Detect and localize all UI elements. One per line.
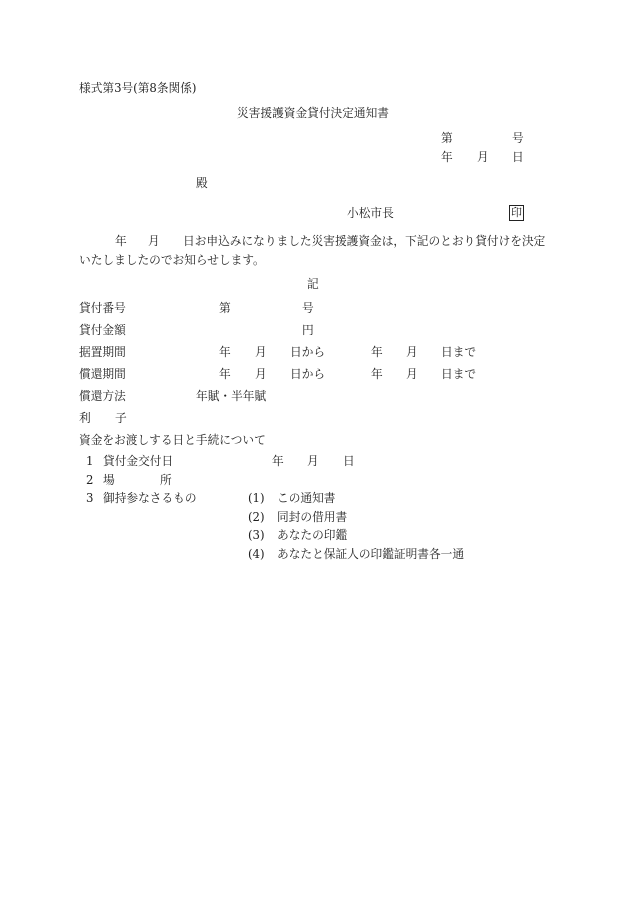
repayment-period-label: 償還期間: [79, 367, 126, 381]
bring-item-number: (1): [248, 491, 265, 505]
repayment-from-day: 日から: [290, 367, 326, 381]
repayment-method-value: 年賦・半年賦: [196, 389, 267, 403]
delivery-date-label: 貸付金交付日: [103, 454, 174, 468]
delivery-date-day: 日: [343, 454, 355, 468]
doc-number-suffix: 号: [512, 131, 524, 145]
form-number: 様式第3号(第8条関係): [79, 81, 197, 95]
repayment-to-day: 日まで: [441, 367, 477, 381]
deferment-to-month: 月: [406, 345, 418, 359]
place-label-char2: 所: [160, 473, 172, 487]
loan-number-label: 貸付番号: [79, 301, 126, 315]
deferment-to-year: 年: [371, 345, 383, 359]
delivery-date-year: 年: [272, 454, 284, 468]
bring-item-text: あなたの印鑑: [277, 528, 348, 542]
repayment-from-month: 月: [255, 367, 267, 381]
issuer-name: 小松市長: [347, 206, 394, 220]
repayment-from-year: 年: [219, 367, 231, 381]
loan-amount-label: 貸付金額: [79, 323, 126, 337]
loan-amount-unit: 円: [302, 323, 314, 337]
delivery-date-month: 月: [307, 454, 319, 468]
body-year: 年: [115, 234, 127, 248]
step-number-2: 2: [86, 473, 94, 487]
body-text-line1: 日お申込みになりました災害援護資金は，下記のとおり貸付けを決定: [183, 234, 546, 248]
step-number-1: 1: [86, 454, 94, 468]
loan-number-prefix: 第: [219, 301, 231, 315]
issue-date-day: 日: [512, 150, 524, 164]
bring-item-text: この通知書: [277, 491, 336, 505]
body-month: 月: [148, 234, 160, 248]
body-text-line2: いたしましたのでお知らせします。: [79, 253, 265, 267]
repayment-method-label: 償還方法: [79, 389, 126, 403]
bring-item-number: (4): [248, 547, 265, 561]
deferment-from-month: 月: [255, 345, 267, 359]
deferment-period-label: 据置期間: [79, 345, 126, 359]
bring-item-number: (2): [248, 510, 265, 524]
addressee-honorific: 殿: [196, 176, 208, 190]
ki-heading: 記: [307, 277, 319, 291]
issue-date-year: 年: [441, 150, 453, 164]
repayment-to-month: 月: [406, 367, 418, 381]
repayment-to-year: 年: [371, 367, 383, 381]
interest-label-char2: 子: [115, 411, 127, 425]
bring-item-text: 同封の借用書: [277, 510, 348, 524]
seal-stamp: 印: [511, 206, 522, 219]
bring-label: 御持参なさるもの: [103, 491, 197, 505]
handover-heading: 資金をお渡しする日と手続について: [79, 433, 266, 447]
loan-number-suffix: 号: [302, 301, 314, 315]
issue-date-month: 月: [477, 150, 489, 164]
doc-number-prefix: 第: [441, 131, 453, 145]
place-label-char1: 場: [103, 473, 115, 487]
bring-item-number: (3): [248, 528, 265, 542]
deferment-from-day: 日から: [290, 345, 326, 359]
deferment-from-year: 年: [219, 345, 231, 359]
step-number-3: 3: [86, 491, 94, 505]
deferment-to-day: 日まで: [441, 345, 477, 359]
document-title: 災害援護資金貸付決定通知書: [237, 106, 389, 120]
bring-item-text: あなたと保証人の印鑑証明書各一通: [277, 547, 465, 561]
interest-label-char1: 利: [79, 411, 91, 425]
